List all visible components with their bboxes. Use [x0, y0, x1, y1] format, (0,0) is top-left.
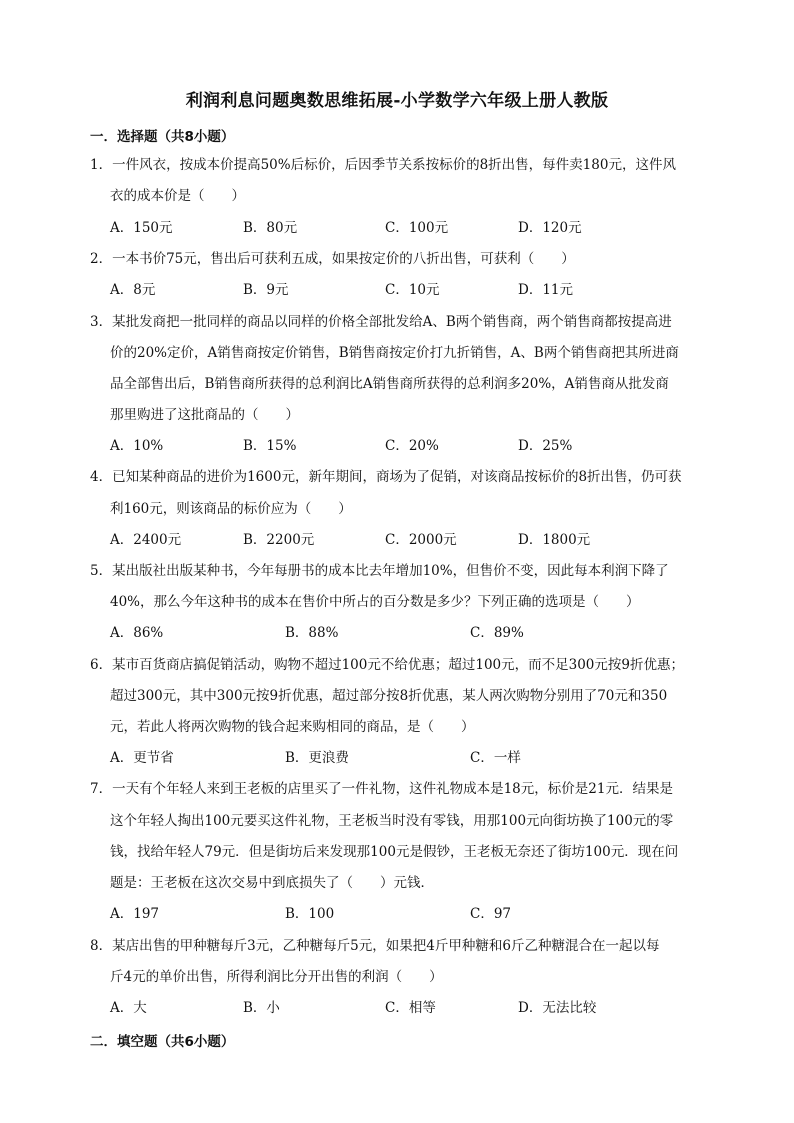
question-7-line-3: 钱，找给年轻人79元．但是街坊后来发现那100元是假钞，王老板无奈还了街坊100元．现在问 [110, 844, 679, 860]
question-5-option-a: A．86% [110, 625, 164, 641]
question-1-option-d: D．120元 [518, 220, 582, 236]
question-1-option-c: C．100元 [385, 220, 449, 236]
question-8-line-2: 斤4元的单价出售，所得利润比分开出售的利润（ ） [110, 969, 443, 985]
section-heading-choice: 一．选择题（共8小题） [90, 129, 235, 145]
question-6-line-1: 6．某市百货商店搞促销活动，购物不超过100元不给优惠；超过100元，而不足300元按9折优惠； [90, 657, 684, 673]
question-2-option-b: B．9元 [243, 282, 289, 298]
question-7-line-4: 题是：王老板在这次交易中到底损失了（ ）元钱． [110, 875, 434, 891]
question-3-option-d: D．25% [518, 438, 573, 454]
question-4-line-1: 4．已知某种商品的进价为1600元，新年期间，商场为了促销，对该商品按标价的8折出售，仍可获 [90, 469, 682, 485]
question-7-option-b: B．100 [285, 906, 335, 922]
question-7-option-c: C．97 [470, 906, 512, 922]
question-5-line-1: 5．某出版社出版某种书，今年每册书的成本比去年增加10%，但售价不变，因此每本利润下降了 [90, 563, 669, 579]
question-8-option-c: C．相等 [385, 1000, 436, 1016]
question-8-option-a: A．大 [110, 1000, 147, 1016]
question-2-option-c: C．10元 [385, 282, 440, 298]
question-3-line-2: 价的20%定价，A销售商按定价销售，B销售商按定价打九折销售，A、B两个销售商把其所进商 [110, 345, 679, 361]
question-1-line-2: 衣的成本价是（ ） [110, 188, 245, 204]
question-7-option-a: A．197 [110, 906, 160, 922]
question-7-line-1: 7．一天有个年轻人来到王老板的店里买了一件礼物，这件礼物成本是18元，标价是21元．结果是 [90, 781, 673, 797]
question-5-option-c: C．89% [470, 625, 524, 641]
question-4-option-a: A．2400元 [110, 532, 182, 548]
question-8-line-1: 8．某店出售的甲种糖每斤3元，乙种糖每斤5元，如果把4斤甲种糖和6斤乙种糖混合在一起以每 [90, 938, 660, 954]
question-4-option-b: B．2200元 [243, 532, 315, 548]
question-1-option-a: A．150元 [110, 220, 173, 236]
question-6-option-a: A．更节省 [110, 750, 174, 766]
question-6-line-2: 超过300元，其中300元按9折优惠，超过部分按8折优惠，某人两次购物分别用了70元和350 [110, 688, 668, 704]
question-3-line-3: 品全部售出后，B销售商所获得的总利润比A销售商所获得的总利润多20%，A销售商从批发商 [110, 376, 669, 392]
question-5-line-2: 40%，那么今年这种书的成本在售价中所占的百分数是多少？下列正确的选项是（ ） [110, 594, 640, 610]
question-2-option-a: A．8元 [110, 282, 156, 298]
question-2-line-1: 2．一本书价75元，售出后可获利五成，如果按定价的八折出售，可获利（ ） [90, 251, 575, 267]
question-3-option-b: B．15% [243, 438, 297, 454]
question-3-option-a: A．10% [110, 438, 164, 454]
question-6-option-c: C．一样 [470, 750, 521, 766]
question-8-option-d: D．无法比较 [518, 1000, 597, 1016]
question-4-option-c: C．2000元 [385, 532, 457, 548]
question-4-line-2: 利160元，则该商品的标价应为（ ） [110, 501, 352, 517]
question-6-line-3: 元，若此人将两次购物的钱合起来购相同的商品，是（ ） [110, 719, 475, 735]
question-4-option-d: D．1800元 [518, 532, 591, 548]
question-3-line-1: 3．某批发商把一批同样的商品以同样的价格全部批发给A、B两个销售商，两个销售商都按提高进 [90, 314, 672, 330]
question-7-line-2: 这个年轻人掏出100元要买这件礼物，王老板当时没有零钱，用那100元向街坊换了100元的零 [110, 813, 674, 829]
question-1-line-1: 1．一件风衣，按成本价提高50%后标价，后因季节关系按标价的8折出售，每件卖180元，这件风 [90, 157, 676, 173]
question-5-option-b: B．88% [285, 625, 339, 641]
question-2-option-d: D．11元 [518, 282, 574, 298]
question-1-option-b: B．80元 [243, 220, 298, 236]
question-6-option-b: B．更浪费 [285, 750, 349, 766]
question-3-line-4: 那里购进了这批商品的（ ） [110, 407, 299, 423]
page-title: 利润利息问题奥数思维拓展-小学数学六年级上册人教版 [185, 91, 609, 111]
question-3-option-c: C．20% [385, 438, 439, 454]
question-8-option-b: B．小 [243, 1000, 280, 1016]
section-heading-fill-blank: 二．填空题（共6小题） [90, 1034, 235, 1050]
